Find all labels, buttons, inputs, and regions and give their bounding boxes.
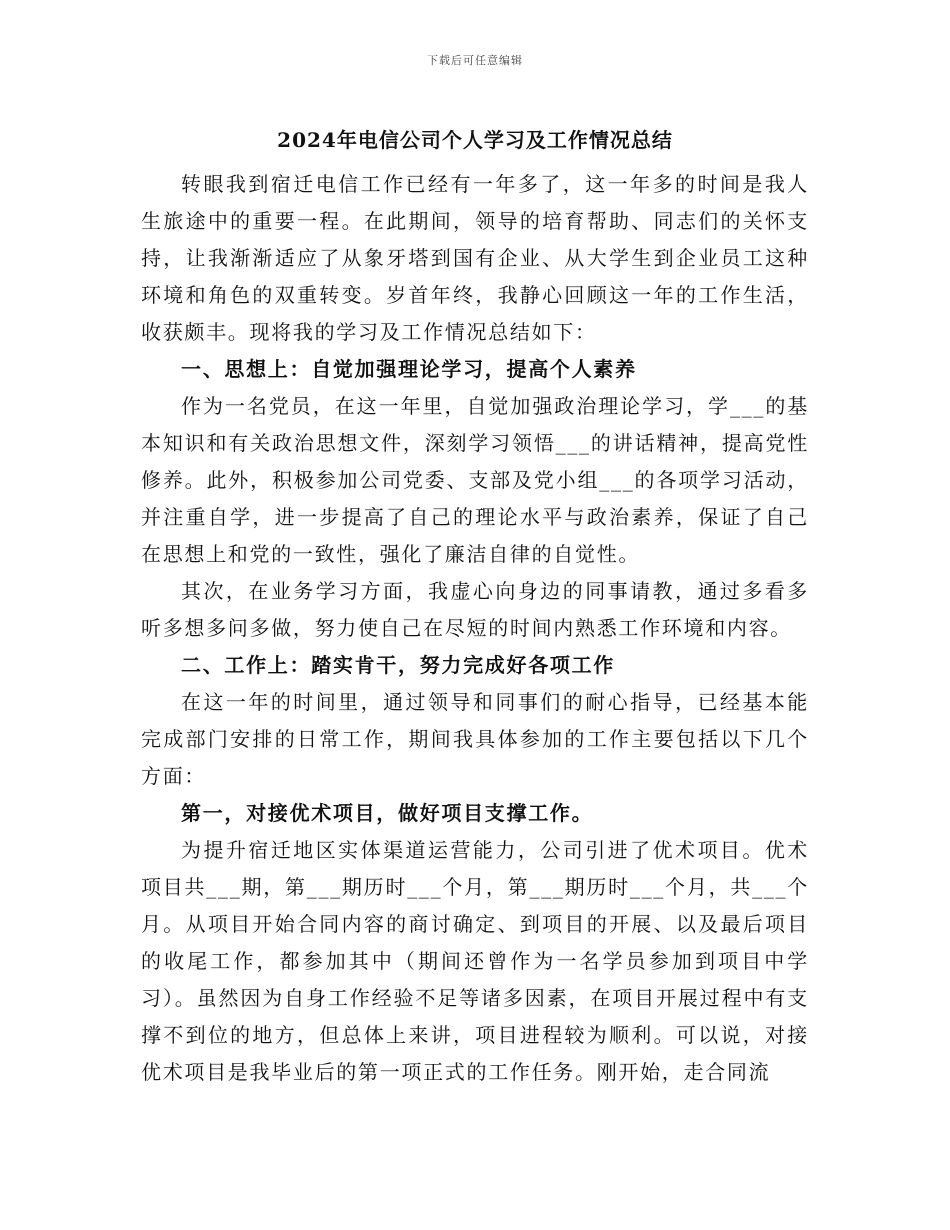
paragraph-youshu-project: 为提升宿迁地区实体渠道运营能力，公司引进了优术项目。优术项目共___期，第___期历时___个月，第___期历时___个月，共___个月。从项目开始合同内容的商讨确定、到项目的开展、以及最后项目的收尾工作，都参加其中（期间还曾作为一名学员参加到项目中学习）。虽然因为自身工作经验不足等诸多因素，在项目开展过程中有支撑不到位的地方，但总体上来讲，项目进程较为顺利。可以说，对接优术项目是我毕业后的第一项正式的工作任务。刚开始，走合同流 (141, 838, 809, 1084)
section-heading-work: 二、工作上：踏实肯干，努力完成好各项工作 (181, 653, 615, 677)
paragraph-political-study: 作为一名党员，在这一年里，自觉加强政治理论学习，学___的基本知识和有关政治思想文件，深刻学习领悟___的讲话精神，提高党性修养。此外，积极参加公司党委、支部及党小组___的各项学习活动，并注重自学，进一步提高了自己的理论水平与政治素养，保证了自己在思想上和党的一致性，强化了廉洁自律的自觉性。 (141, 394, 809, 566)
paragraph-business-study: 其次，在业务学习方面，我虚心向身边的同事请教，通过多看多听多想多问多做，努力使自己在尽短的时间内熟悉工作环境和内容。 (141, 579, 809, 640)
page-header: 下载后可任意编辑 (427, 54, 523, 67)
paragraph-work-overview: 在这一年的时间里，通过领导和同事们的耐心指导，已经基本能完成部门安排的日常工作，期间我具体参加的工作主要包括以下几个方面： (141, 690, 809, 788)
document-title: 2024年电信公司个人学习及工作情况总结 (277, 128, 673, 152)
intro-paragraph: 转眼我到宿迁电信工作已经有一年多了，这一年多的时间是我人生旅途中的重要一程。在此期间，领导的培育帮助、同志们的关怀支持，让我渐渐适应了从象牙塔到国有企业、从大学生到企业员工这种环境和角色的双重转变。岁首年终，我静心回顾这一年的工作生活，收获颇丰。现将我的学习及工作情况总结如下： (141, 172, 809, 344)
document-body (141, 166, 809, 1091)
section-heading-thought: 一、思想上：自觉加强理论学习，提高个人素养 (181, 357, 637, 381)
subheading-youshu-project: 第一，对接优术项目，做好项目支撑工作。 (181, 801, 594, 825)
